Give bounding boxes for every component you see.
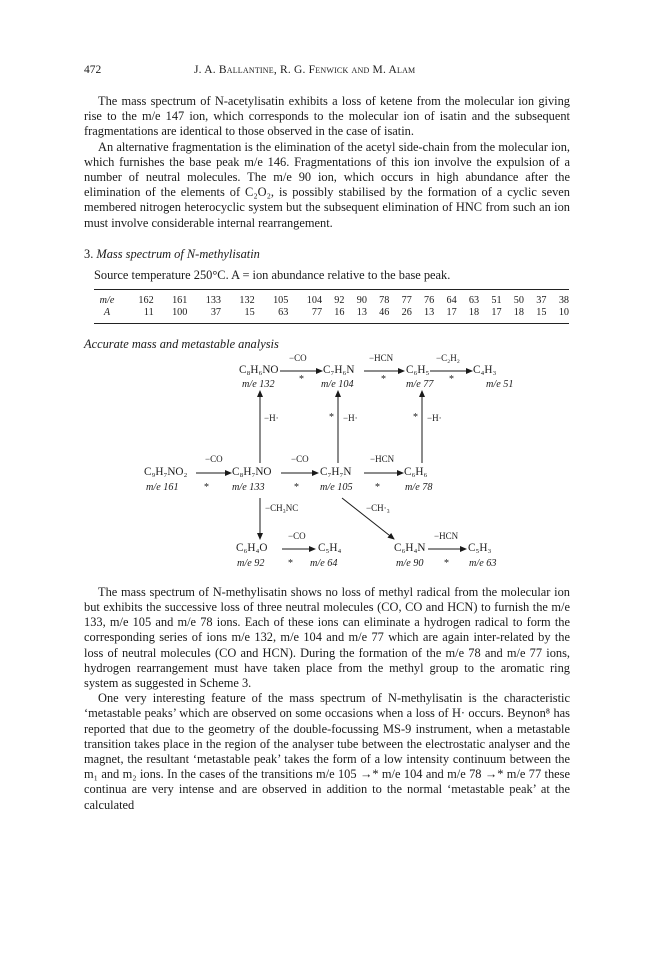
metastable-star: *	[204, 481, 209, 493]
mass-77: m/e 77	[406, 378, 434, 390]
running-header	[84, 64, 570, 82]
loss-hcn-90: −HCN	[434, 530, 459, 541]
me-value: 64	[434, 289, 456, 306]
source-conditions: Source temperature 250°C. A = ion abundance relative to the base peak.	[94, 267, 451, 282]
metastable-star: *	[381, 373, 386, 385]
mass-51: m/e 51	[486, 378, 514, 390]
mass-63: m/e 63	[469, 557, 497, 569]
me-value: 50	[502, 289, 524, 306]
abundance-value: 63	[255, 306, 289, 324]
abundance-value: 11	[120, 306, 154, 324]
me-value: 76	[412, 289, 434, 306]
me-value: 133	[187, 289, 221, 306]
mass-161: m/e 161	[146, 481, 179, 493]
loss-co-92: −CO	[288, 530, 306, 541]
abundance-value: 16	[322, 306, 344, 324]
metastable-star: *	[449, 373, 454, 385]
mass-78: m/e 78	[405, 481, 433, 493]
abundance-value: 100	[154, 306, 188, 324]
section-heading	[84, 247, 570, 262]
running-head: J. A. Ballantine, R. G. Fenwick and M. Alam	[194, 64, 416, 76]
me-value: 92	[322, 289, 344, 306]
me-value: 161	[154, 289, 188, 306]
loss-co-r1: −CO	[289, 352, 307, 363]
me-value: 63	[457, 289, 479, 306]
loss-h-78: −H·	[427, 412, 442, 423]
metastable-star: *	[288, 557, 293, 569]
me-value: 90	[344, 289, 366, 306]
abundance-value: 10	[546, 306, 569, 324]
abundance-value: 77	[288, 306, 322, 324]
species-c7h6n: C₇H₆N	[323, 363, 355, 376]
abundance-value: 18	[502, 306, 524, 324]
me-value: 78	[367, 289, 389, 306]
abundance-value: 15	[221, 306, 255, 324]
row-label-a: A	[94, 306, 120, 324]
me-value: 104	[288, 289, 322, 306]
abundance-value: 17	[434, 306, 456, 324]
species-c6h5: C₆H₅	[406, 363, 430, 376]
me-value: 132	[221, 289, 255, 306]
paragraph-metastable-peaks: One very interesting feature of the mass spectrum of N-methylisatin is the characteristic ‘metastable peaks’ which are observed on some occasions when a loss of H· occurs. Beynon⁸ has reported that due to the geometry of the double-focussing MS-9 instrument, when a metastable transition takes place in the region of the analyser tube between the electrostatic analyser and the magnet, the resultant ‘metastable peak’ takes the form of a low intensity continuum between the m₁ and m₂ ions. In the cases of the transitions m/e 105 →* m/e 104 and m/e 78 →* m/e 77 these continua are very intense and are observed in addition to the normal ‘metastable peak’ at the calculated	[84, 691, 570, 812]
mass-132: m/e 132	[242, 378, 275, 390]
mass-104: m/e 104	[321, 378, 354, 390]
paragraph-alternative-fragmentation: An alternative fragmentation is the elimination of the acetyl side-chain from the molecular ion, which furnishes the base peak m/e 146. Fragmentations of this ion involve the expulsion of a number of neutral molecules. The m/e 90 ion, which occurs in high abundance after the elimination of the elements of C₂O₂, is possibly stabilised by the formation of a cyclic seven membered nitrogen heterocyclic system but the subsequent elimination of HNC from such an ion must involve considerable internal rearrangement.	[84, 139, 570, 230]
row-label-me: m/e	[94, 289, 120, 306]
paragraph-methylisatin: The mass spectrum of N-methylisatin shows no loss of methyl radical from the molecular ion but exhibits the successive loss of three neutral molecules (CO, CO and HCN) to furnish the m/e 133, m/e 105 and m/e 78 ions. Each of these ions can eliminate a hydrogen radical to form the corresponding series of ions m/e 132, m/e 104 and m/e 77 which are again inter-related by the loss of neutral molecules (CO and HCN). During the formation of the m/e 78 and m/e 77 ions, hydrogen rearrangement must have taken place from the methyl group to the aromatic ring system as suggested in Scheme 3.	[84, 584, 570, 691]
loss-ch3: −CH·₃	[366, 502, 390, 513]
mass-90: m/e 90	[396, 557, 424, 569]
metastable-star: *	[294, 481, 299, 493]
loss-co-133: −CO	[291, 453, 309, 464]
metastable-star: *	[329, 411, 334, 423]
abundance-value: 13	[412, 306, 434, 324]
loss-ch3nc: −CH₃NC	[265, 502, 299, 513]
abundance-value: 18	[457, 306, 479, 324]
me-value: 162	[120, 289, 154, 306]
species-c6h4n: C₆H₄N	[394, 541, 426, 554]
loss-h-133: −H·	[264, 412, 279, 423]
species-c9h7no2: C₉H₇NO₂	[144, 465, 188, 478]
mass-92: m/e 92	[237, 557, 265, 569]
me-value: 77	[389, 289, 411, 306]
page-number: 472	[84, 64, 102, 76]
species-c6h4o: C₆H₄O	[236, 541, 268, 554]
section-title: Mass spectrum of N-methylisatin	[96, 246, 260, 261]
mass-133: m/e 133	[232, 481, 265, 493]
loss-h-105: −H·	[343, 412, 358, 423]
abundance-value: 15	[524, 306, 546, 324]
abundance-value: 37	[187, 306, 221, 324]
species-c8h6no: C₈H₆NO	[239, 363, 279, 376]
me-value: 51	[479, 289, 501, 306]
abundance-row-a	[94, 306, 569, 324]
abundance-value: 17	[479, 306, 501, 324]
metastable-star: *	[444, 557, 449, 569]
loss-c2h2-r1: −C₂H₂	[436, 352, 460, 363]
metastable-star: *	[299, 373, 304, 385]
loss-co-161: −CO	[205, 453, 223, 464]
abundance-row-me	[94, 289, 569, 306]
me-value: 38	[546, 289, 569, 306]
mass-105: m/e 105	[320, 481, 353, 493]
page	[84, 64, 570, 813]
me-value: 105	[255, 289, 289, 306]
abundance-value: 26	[389, 306, 411, 324]
metastable-star: *	[413, 411, 418, 423]
section-number: 3.	[84, 246, 94, 261]
fragmentation-scheme	[84, 353, 570, 581]
species-c8h7no: C₈H₇NO	[232, 465, 272, 478]
scheme-heading: Accurate mass and metastable analysis	[84, 336, 279, 351]
species-c6h6: C₆H₆	[404, 465, 428, 478]
species-c7h7n: C₇H₇N	[320, 465, 352, 478]
species-c5h3: C₅H₃	[468, 541, 492, 554]
abundance-value: 46	[367, 306, 389, 324]
metastable-star: *	[375, 481, 380, 493]
loss-hcn-105: −HCN	[370, 453, 395, 464]
abundance-value: 13	[344, 306, 366, 324]
paragraph-acetylisatin: The mass spectrum of N-acetylisatin exhibits a loss of ketene from the molecular ion giving rise to the m/e 147 ion, which corresponds to the molecular ion of isatin and the subsequent fragmentations are identical to those observed in the case of isatin.	[84, 94, 570, 139]
me-value: 37	[524, 289, 546, 306]
species-c4h3: C₄H₃	[473, 363, 497, 376]
abundance-table	[94, 289, 569, 324]
mass-64: m/e 64	[310, 557, 338, 569]
loss-hcn-r1: −HCN	[369, 352, 394, 363]
species-c5h4: C₅H₄	[318, 541, 342, 554]
